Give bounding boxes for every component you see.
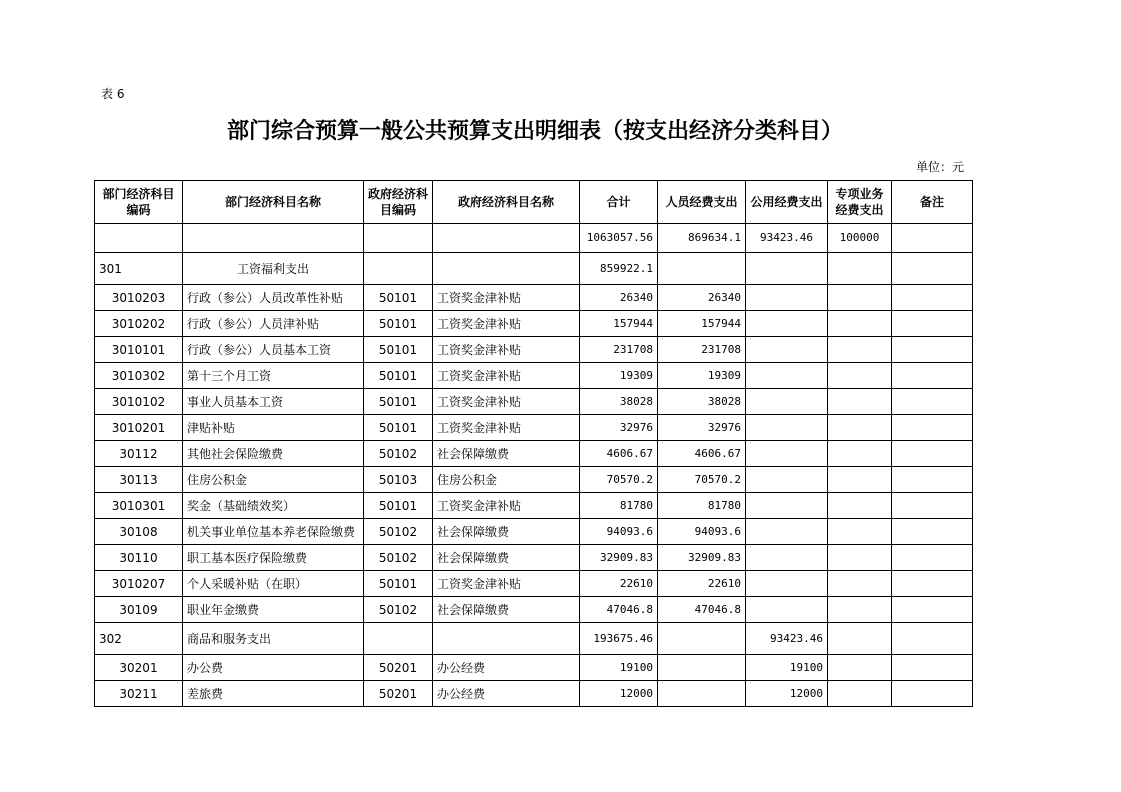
row-special bbox=[828, 655, 892, 681]
row-gov-name: 社会保障缴费 bbox=[433, 519, 580, 545]
row-dept-code: 30113 bbox=[95, 467, 183, 493]
grand-total-row bbox=[95, 224, 973, 253]
header-personnel: 人员经费支出 bbox=[658, 181, 746, 224]
header-gov-code: 政府经济科目编码 bbox=[364, 181, 433, 224]
row-dept-name: 机关事业单位基本养老保险缴费 bbox=[183, 519, 364, 545]
row-total: 193675.46 bbox=[580, 623, 658, 655]
row-dept-code: 30112 bbox=[95, 441, 183, 467]
row-gov-name: 社会保障缴费 bbox=[433, 597, 580, 623]
row-special bbox=[828, 467, 892, 493]
row-dept-name: 津贴补贴 bbox=[183, 415, 364, 441]
row-gov-name bbox=[433, 253, 580, 285]
row-special bbox=[828, 571, 892, 597]
row-personnel: 157944 bbox=[658, 311, 746, 337]
row-total: 22610 bbox=[580, 571, 658, 597]
document-title: 部门综合预算一般公共预算支出明细表（按支出经济分类科目） bbox=[226, 118, 843, 144]
row-public bbox=[746, 285, 828, 311]
total-row-name bbox=[183, 224, 364, 253]
row-remarks bbox=[892, 655, 973, 681]
header-public: 公用经费支出 bbox=[746, 181, 828, 224]
header-total: 合计 bbox=[580, 181, 658, 224]
row-dept-name: 职业年金缴费 bbox=[183, 597, 364, 623]
table-row bbox=[95, 467, 973, 493]
table-row bbox=[95, 363, 973, 389]
row-total: 81780 bbox=[580, 493, 658, 519]
row-total: 12000 bbox=[580, 681, 658, 707]
row-total: 32909.83 bbox=[580, 545, 658, 571]
row-personnel bbox=[658, 655, 746, 681]
row-dept-name: 第十三个月工资 bbox=[183, 363, 364, 389]
header-gov-name: 政府经济科目名称 bbox=[433, 181, 580, 224]
row-remarks bbox=[892, 519, 973, 545]
row-gov-code: 50201 bbox=[364, 681, 433, 707]
table-row bbox=[95, 389, 973, 415]
row-gov-code: 50101 bbox=[364, 493, 433, 519]
row-dept-name: 差旅费 bbox=[183, 681, 364, 707]
row-dept-name: 个人采暖补贴（在职） bbox=[183, 571, 364, 597]
row-special bbox=[828, 311, 892, 337]
row-special bbox=[828, 519, 892, 545]
category-row bbox=[95, 253, 973, 285]
row-gov-name: 住房公积金 bbox=[433, 467, 580, 493]
row-public bbox=[746, 337, 828, 363]
row-total: 19100 bbox=[580, 655, 658, 681]
table-row bbox=[95, 655, 973, 681]
row-dept-code: 30110 bbox=[95, 545, 183, 571]
row-personnel: 26340 bbox=[658, 285, 746, 311]
row-dept-code: 30211 bbox=[95, 681, 183, 707]
row-public: 12000 bbox=[746, 681, 828, 707]
table-row bbox=[95, 311, 973, 337]
grand-personnel-cell: 869634.1 bbox=[658, 224, 746, 253]
row-dept-code: 30109 bbox=[95, 597, 183, 623]
row-total: 26340 bbox=[580, 285, 658, 311]
total-row-code bbox=[95, 224, 183, 253]
row-gov-code: 50101 bbox=[364, 311, 433, 337]
row-total: 4606.67 bbox=[580, 441, 658, 467]
row-public bbox=[746, 389, 828, 415]
row-gov-name: 工资奖金津补贴 bbox=[433, 337, 580, 363]
table-row bbox=[95, 571, 973, 597]
row-personnel: 22610 bbox=[658, 571, 746, 597]
row-gov-name: 工资奖金津补贴 bbox=[433, 311, 580, 337]
row-public bbox=[746, 363, 828, 389]
row-dept-code: 3010302 bbox=[95, 363, 183, 389]
total-row-gov-name bbox=[433, 224, 580, 253]
row-total: 94093.6 bbox=[580, 519, 658, 545]
table-row bbox=[95, 545, 973, 571]
row-remarks bbox=[892, 363, 973, 389]
row-dept-code: 30108 bbox=[95, 519, 183, 545]
row-dept-name: 工资福利支出 bbox=[183, 253, 364, 285]
row-total: 47046.8 bbox=[580, 597, 658, 623]
table-header-row bbox=[95, 181, 973, 224]
row-dept-code: 3010202 bbox=[95, 311, 183, 337]
row-public bbox=[746, 597, 828, 623]
row-gov-code: 50101 bbox=[364, 337, 433, 363]
header-remarks: 备注 bbox=[892, 181, 973, 224]
row-dept-name: 住房公积金 bbox=[183, 467, 364, 493]
row-total: 157944 bbox=[580, 311, 658, 337]
row-personnel: 19309 bbox=[658, 363, 746, 389]
row-special bbox=[828, 363, 892, 389]
row-dept-code: 30201 bbox=[95, 655, 183, 681]
row-dept-code: 302 bbox=[95, 623, 183, 655]
header-special: 专项业务经费支出 bbox=[828, 181, 892, 224]
row-dept-name: 办公费 bbox=[183, 655, 364, 681]
row-special bbox=[828, 337, 892, 363]
row-special bbox=[828, 681, 892, 707]
row-personnel: 32976 bbox=[658, 415, 746, 441]
row-public bbox=[746, 441, 828, 467]
row-gov-code bbox=[364, 253, 433, 285]
row-remarks bbox=[892, 493, 973, 519]
row-dept-code: 3010207 bbox=[95, 571, 183, 597]
row-remarks bbox=[892, 623, 973, 655]
header-dept-code: 部门经济科目编码 bbox=[95, 181, 183, 224]
row-special bbox=[828, 253, 892, 285]
row-personnel: 38028 bbox=[658, 389, 746, 415]
row-dept-name: 事业人员基本工资 bbox=[183, 389, 364, 415]
grand-public-cell: 93423.46 bbox=[746, 224, 828, 253]
table-row bbox=[95, 597, 973, 623]
row-dept-code: 3010301 bbox=[95, 493, 183, 519]
row-dept-name: 其他社会保险缴费 bbox=[183, 441, 364, 467]
unit-label: 单位：元 bbox=[915, 160, 964, 174]
row-remarks bbox=[892, 253, 973, 285]
row-public: 19100 bbox=[746, 655, 828, 681]
row-dept-name: 商品和服务支出 bbox=[183, 623, 364, 655]
table-row bbox=[95, 493, 973, 519]
row-total: 70570.2 bbox=[580, 467, 658, 493]
row-dept-code: 301 bbox=[95, 253, 183, 285]
row-remarks bbox=[892, 681, 973, 707]
row-gov-name: 工资奖金津补贴 bbox=[433, 389, 580, 415]
row-personnel: 70570.2 bbox=[658, 467, 746, 493]
row-remarks bbox=[892, 545, 973, 571]
total-row-gov-code bbox=[364, 224, 433, 253]
row-gov-name: 办公经费 bbox=[433, 655, 580, 681]
row-special bbox=[828, 623, 892, 655]
row-public bbox=[746, 519, 828, 545]
row-remarks bbox=[892, 337, 973, 363]
row-personnel: 4606.67 bbox=[658, 441, 746, 467]
row-remarks bbox=[892, 597, 973, 623]
row-gov-code: 50102 bbox=[364, 519, 433, 545]
row-gov-name bbox=[433, 623, 580, 655]
row-personnel: 231708 bbox=[658, 337, 746, 363]
table-row bbox=[95, 415, 973, 441]
table-row bbox=[95, 519, 973, 545]
row-gov-name: 工资奖金津补贴 bbox=[433, 493, 580, 519]
row-personnel: 32909.83 bbox=[658, 545, 746, 571]
row-remarks bbox=[892, 415, 973, 441]
row-total: 859922.1 bbox=[580, 253, 658, 285]
row-special bbox=[828, 415, 892, 441]
row-total: 38028 bbox=[580, 389, 658, 415]
row-public: 93423.46 bbox=[746, 623, 828, 655]
grand-remarks-cell bbox=[892, 224, 973, 253]
row-gov-name: 工资奖金津补贴 bbox=[433, 285, 580, 311]
row-special bbox=[828, 285, 892, 311]
grand-total-cell: 1063057.56 bbox=[580, 224, 658, 253]
header-dept-name: 部门经济科目名称 bbox=[183, 181, 364, 224]
row-gov-code: 50102 bbox=[364, 441, 433, 467]
row-gov-code: 50102 bbox=[364, 545, 433, 571]
table-row bbox=[95, 681, 973, 707]
category-row bbox=[95, 623, 973, 655]
table-number-label: 表 6 bbox=[101, 87, 125, 101]
row-gov-code: 50101 bbox=[364, 363, 433, 389]
row-public bbox=[746, 545, 828, 571]
row-dept-name: 行政（参公）人员津补贴 bbox=[183, 311, 364, 337]
row-remarks bbox=[892, 571, 973, 597]
grand-special-cell: 100000 bbox=[828, 224, 892, 253]
row-personnel: 47046.8 bbox=[658, 597, 746, 623]
table-row bbox=[95, 337, 973, 363]
row-dept-name: 奖金（基础绩效奖） bbox=[183, 493, 364, 519]
row-total: 32976 bbox=[580, 415, 658, 441]
row-remarks bbox=[892, 285, 973, 311]
row-remarks bbox=[892, 311, 973, 337]
row-personnel bbox=[658, 681, 746, 707]
expenditure-detail-table bbox=[94, 180, 973, 707]
row-dept-code: 3010102 bbox=[95, 389, 183, 415]
row-gov-code: 50102 bbox=[364, 597, 433, 623]
row-gov-name: 办公经费 bbox=[433, 681, 580, 707]
row-gov-name: 社会保障缴费 bbox=[433, 441, 580, 467]
row-gov-code: 50103 bbox=[364, 467, 433, 493]
row-remarks bbox=[892, 441, 973, 467]
row-dept-code: 3010101 bbox=[95, 337, 183, 363]
row-gov-code bbox=[364, 623, 433, 655]
row-personnel: 94093.6 bbox=[658, 519, 746, 545]
row-dept-code: 3010201 bbox=[95, 415, 183, 441]
row-dept-name: 行政（参公）人员基本工资 bbox=[183, 337, 364, 363]
row-personnel bbox=[658, 623, 746, 655]
row-public bbox=[746, 415, 828, 441]
row-public bbox=[746, 493, 828, 519]
row-remarks bbox=[892, 389, 973, 415]
row-personnel: 81780 bbox=[658, 493, 746, 519]
row-public bbox=[746, 571, 828, 597]
row-total: 231708 bbox=[580, 337, 658, 363]
row-special bbox=[828, 389, 892, 415]
row-gov-name: 社会保障缴费 bbox=[433, 545, 580, 571]
row-personnel bbox=[658, 253, 746, 285]
row-gov-name: 工资奖金津补贴 bbox=[433, 415, 580, 441]
row-special bbox=[828, 545, 892, 571]
row-special bbox=[828, 441, 892, 467]
row-gov-name: 工资奖金津补贴 bbox=[433, 571, 580, 597]
table-row bbox=[95, 441, 973, 467]
row-gov-name: 工资奖金津补贴 bbox=[433, 363, 580, 389]
row-gov-code: 50101 bbox=[364, 415, 433, 441]
row-gov-code: 50201 bbox=[364, 655, 433, 681]
row-public bbox=[746, 311, 828, 337]
row-dept-code: 3010203 bbox=[95, 285, 183, 311]
row-dept-name: 职工基本医疗保险缴费 bbox=[183, 545, 364, 571]
row-special bbox=[828, 493, 892, 519]
row-gov-code: 50101 bbox=[364, 285, 433, 311]
row-remarks bbox=[892, 467, 973, 493]
row-public bbox=[746, 467, 828, 493]
row-gov-code: 50101 bbox=[364, 571, 433, 597]
table-row bbox=[95, 285, 973, 311]
row-total: 19309 bbox=[580, 363, 658, 389]
row-special bbox=[828, 597, 892, 623]
row-gov-code: 50101 bbox=[364, 389, 433, 415]
row-dept-name: 行政（参公）人员改革性补贴 bbox=[183, 285, 364, 311]
row-public bbox=[746, 253, 828, 285]
